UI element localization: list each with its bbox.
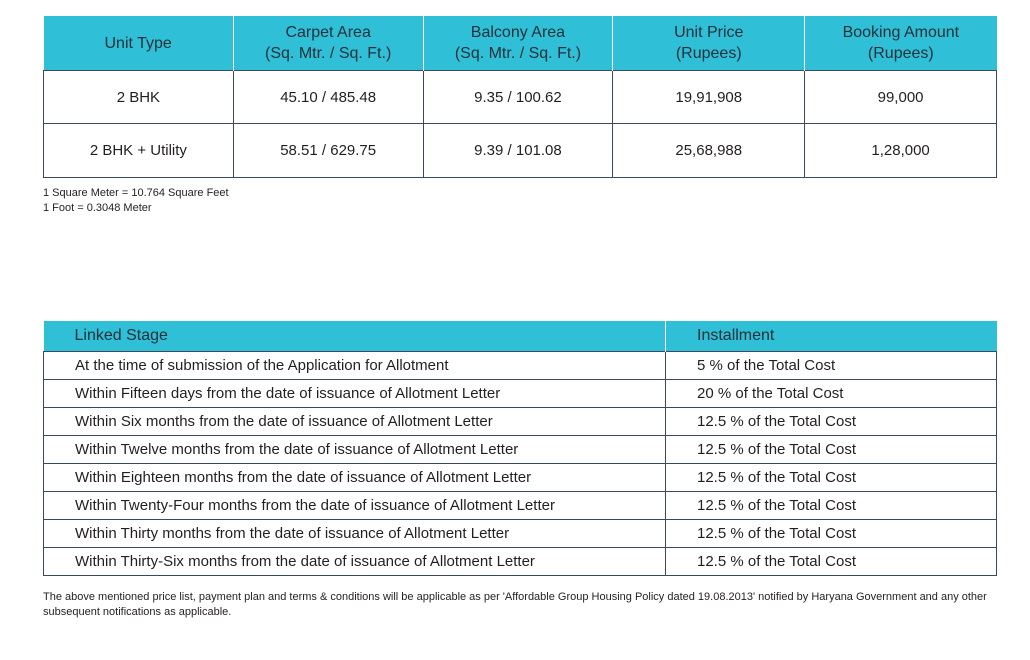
- unit-price-cell: 19,91,908: [613, 71, 805, 124]
- table-row: [44, 548, 997, 576]
- unit-type-cell: 2 BHK + Utility: [44, 124, 234, 178]
- table-row: [44, 436, 997, 464]
- payment-plan-table: [43, 321, 997, 576]
- note-line: 1 Square Meter = 10.764 Square Feet: [43, 187, 229, 199]
- header-unit-type: Unit Type: [44, 16, 234, 71]
- table-row: [44, 464, 997, 492]
- price-table-header-row: [44, 16, 997, 71]
- conversion-notes: [43, 186, 229, 216]
- header-unit-price: Unit Price (Rupees): [613, 16, 805, 71]
- table-row: [44, 124, 997, 178]
- table-row: [44, 492, 997, 520]
- table-row: [44, 71, 997, 124]
- installment-cell: 12.5 % of the Total Cost: [666, 436, 997, 464]
- header-booking-amount: Booking Amount (Rupees): [805, 16, 997, 71]
- booking-amount-cell: 99,000: [805, 71, 997, 124]
- carpet-area-cell: 58.51 / 629.75: [233, 124, 423, 178]
- stage-cell: Within Eighteen months from the date of issuance of Allotment Letter: [44, 464, 666, 492]
- stage-cell: Within Thirty months from the date of issuance of Allotment Letter: [44, 520, 666, 548]
- installment-cell: 5 % of the Total Cost: [666, 352, 997, 380]
- header-balcony-area: Balcony Area (Sq. Mtr. / Sq. Ft.): [423, 16, 613, 71]
- table-row: [44, 520, 997, 548]
- header-linked-stage: Linked Stage: [44, 321, 666, 352]
- note-line: 1 Foot = 0.3048 Meter: [43, 202, 152, 214]
- header-installment: Installment: [666, 321, 997, 352]
- installment-cell: 12.5 % of the Total Cost: [666, 464, 997, 492]
- table-row: [44, 352, 997, 380]
- booking-amount-cell: 1,28,000: [805, 124, 997, 178]
- footer-disclaimer: The above mentioned price list, payment plan and terms & conditions will be applicable as per 'Affordable Group Housing Policy dated 19.08.2013' notified by Haryana Government and any other subsequent notifications as applicable.: [43, 591, 987, 618]
- stage-cell: Within Twelve months from the date of issuance of Allotment Letter: [44, 436, 666, 464]
- unit-type-cell: 2 BHK: [44, 71, 234, 124]
- installment-cell: 20 % of the Total Cost: [666, 380, 997, 408]
- payment-table-header-row: [44, 321, 997, 352]
- stage-cell: Within Thirty-Six months from the date of issuance of Allotment Letter: [44, 548, 666, 576]
- price-table: [43, 16, 997, 178]
- installment-cell: 12.5 % of the Total Cost: [666, 520, 997, 548]
- table-row: [44, 408, 997, 436]
- installment-cell: 12.5 % of the Total Cost: [666, 492, 997, 520]
- balcony-area-cell: 9.35 / 100.62: [423, 71, 613, 124]
- unit-price-cell: 25,68,988: [613, 124, 805, 178]
- stage-cell: Within Twenty-Four months from the date of issuance of Allotment Letter: [44, 492, 666, 520]
- carpet-area-cell: 45.10 / 485.48: [233, 71, 423, 124]
- stage-cell: Within Fifteen days from the date of issuance of Allotment Letter: [44, 380, 666, 408]
- balcony-area-cell: 9.39 / 101.08: [423, 124, 613, 178]
- installment-cell: 12.5 % of the Total Cost: [666, 548, 997, 576]
- stage-cell: At the time of submission of the Application for Allotment: [44, 352, 666, 380]
- installment-cell: 12.5 % of the Total Cost: [666, 408, 997, 436]
- stage-cell: Within Six months from the date of issuance of Allotment Letter: [44, 408, 666, 436]
- header-carpet-area: Carpet Area (Sq. Mtr. / Sq. Ft.): [233, 16, 423, 71]
- table-row: [44, 380, 997, 408]
